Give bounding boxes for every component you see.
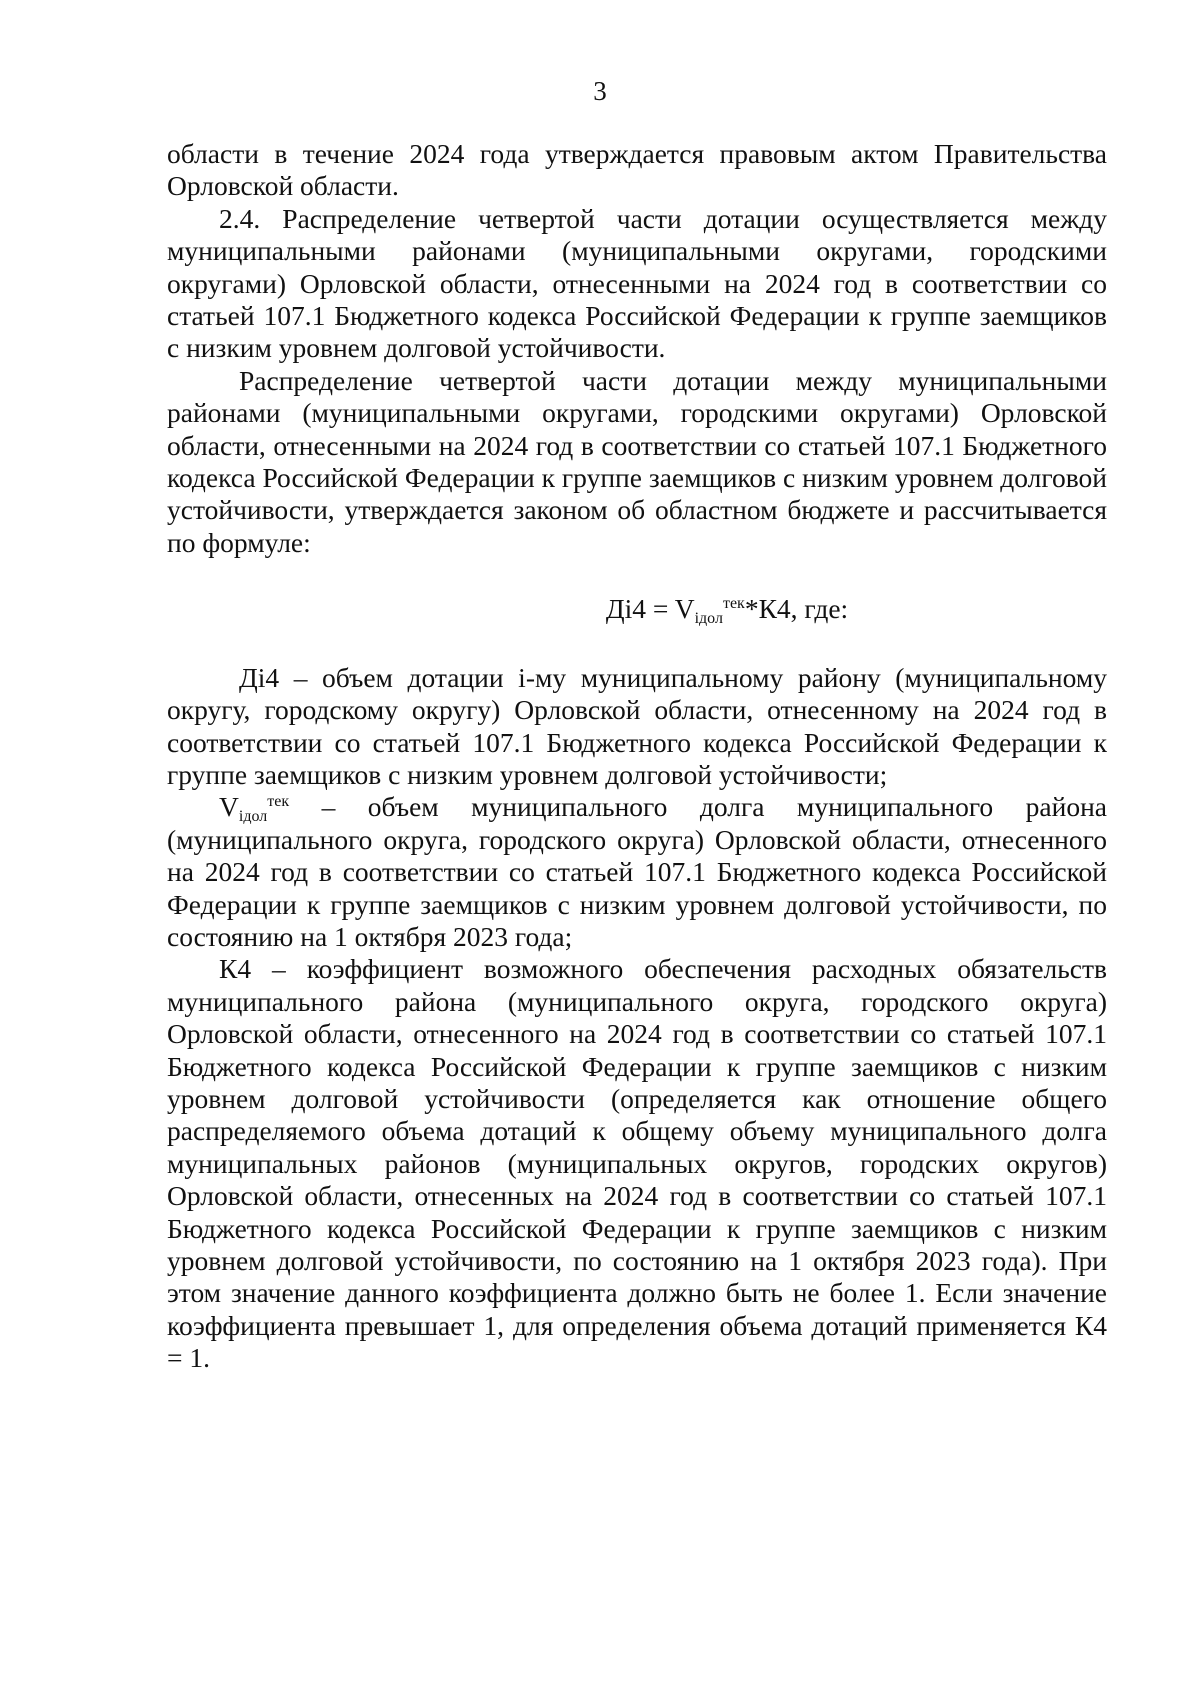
vidol-var: V [219, 791, 239, 823]
formula-rhs: *К4, где: [744, 593, 849, 625]
document-body [167, 138, 1107, 1375]
paragraph-section-2-4: 2.4. Распределение четвертой части дотации осуществляется между муниципальными районами (муниципальными округами, городскими округами) Орловской области, отнесенными на 2024 год в соответствии со статьей 107.1 Бюджетного кодекса Российской Федерации к группе заемщиков с низким уровнем долговой устойчивости. [167, 202, 1107, 364]
vidol-text: – объем муниципального долга муниципального района (муниципального округа, городского округа) Орловской области, отнесенного на 2024 год в соответствии со статьей 107.1 Бюджетного кодекса Российской Федерации к группе заемщиков с низким уровнем долговой устойчивости, по состоянию на 1 октября 2023 года; [167, 791, 1107, 952]
formula [167, 593, 1107, 628]
formula-subscript: iдол [694, 610, 723, 628]
definition-di4: Дi4 – объем дотации i-му муниципальному району (муниципальному округу, городскому округу) Орловской области, отнесенному на 2024 год в соответствии со статьей 107.1 Бюджетного кодекса Российской Федерации к группе заемщиков с низким уровнем долговой устойчивости; [167, 661, 1107, 790]
vidol-subscript: iдол [238, 808, 268, 826]
definition-k4: К4 – коэффициент возможного обеспечения расходных обязательств муниципального района (муниципального округа, городского округа) Орловской области, отнесенного на 2024 год в соответствии со статьей 107.1 Бюджетного кодекса Российской Федерации к группе заемщиков с низким уровнем долговой устойчивости (определяется как отношение общего распределяемого объема дотаций к общему объему муниципального долга муниципальных районов (муниципальных округов, городских округов) Орловской области, отнесенных на 2024 год в соответствии со статьей 107.1 Бюджетного кодекса Российской Федерации к группе заемщиков с низким уровнем долговой устойчивости, по состоянию на 1 октября 2023 года). При этом значение данного коэффициента должно быть не более 1. Если значение коэффициента превышает 1, для определения объема дотаций применяется К4 = 1. [167, 953, 1107, 1374]
formula-superscript: тек [722, 595, 745, 613]
definition-vidol [167, 791, 1107, 953]
vidol-superscript: тек [267, 793, 290, 811]
paragraph-distribution: Распределение четвертой части дотации между муниципальными районами (муниципальными округами, городскими округами) Орловской области, отнесенными на 2024 год в соответствии со статьей 107.1 Бюджетного кодекса Российской Федерации к группе заемщиков с низким уровнем долговой устойчивости, утверждается законом об областном бюджете и рассчитывается по формуле: [167, 364, 1107, 558]
page-number: 3 [593, 76, 607, 106]
formula-lhs: Дi4 = V [605, 593, 695, 625]
paragraph-continuation: области в течение 2024 года утверждается правовым актом Правительства Орловской области. [167, 138, 1107, 202]
